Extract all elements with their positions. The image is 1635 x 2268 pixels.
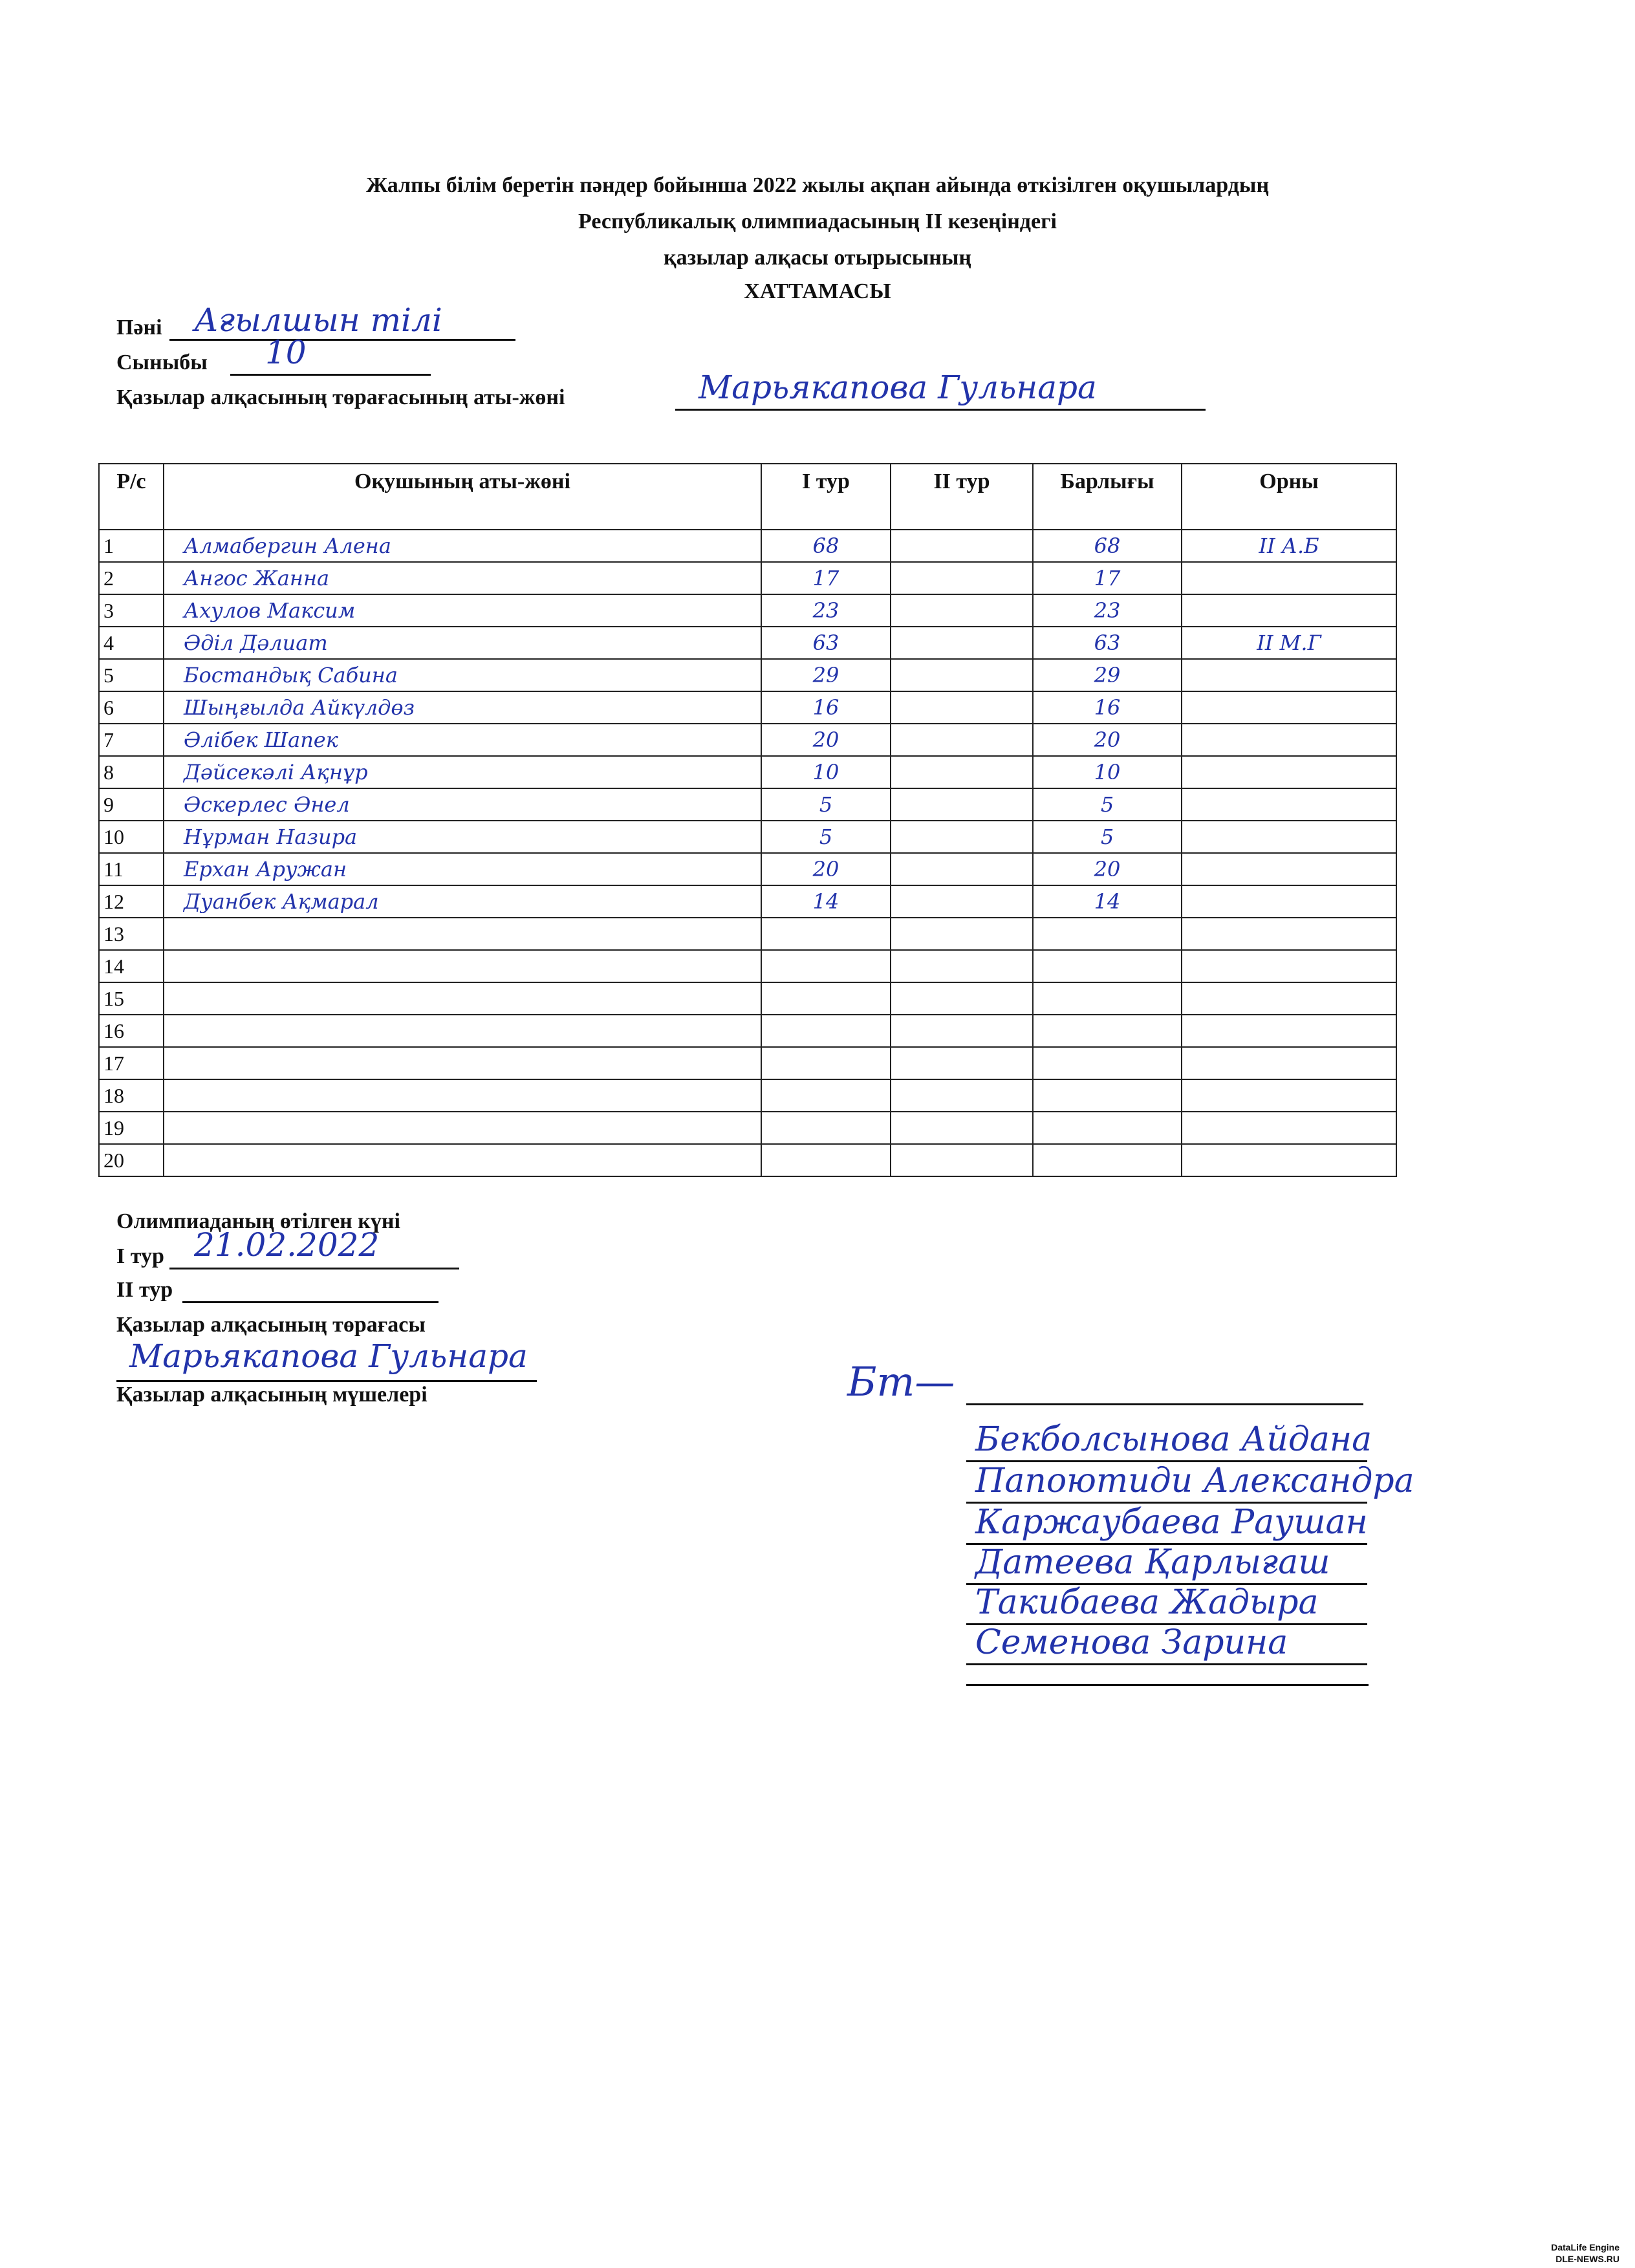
row-number: 7 xyxy=(99,724,164,756)
round-1-score: 17 xyxy=(761,562,891,594)
total-score: 20 xyxy=(1033,724,1182,756)
total-score xyxy=(1033,1112,1182,1144)
row-number: 19 xyxy=(99,1112,164,1144)
total-score: 68 xyxy=(1033,530,1182,562)
round-2-label: ІІ тур xyxy=(116,1278,173,1302)
place xyxy=(1182,594,1396,627)
place xyxy=(1182,659,1396,691)
results-table xyxy=(98,463,1397,1177)
round-2-score xyxy=(891,1015,1033,1047)
round-2-score xyxy=(891,594,1033,627)
row-number: 5 xyxy=(99,659,164,691)
round-2-score xyxy=(891,918,1033,950)
row-number: 2 xyxy=(99,562,164,594)
round-1-score: 5 xyxy=(761,788,891,821)
round-2-score xyxy=(891,853,1033,885)
student-name: Әділ Дәлиат xyxy=(164,627,761,659)
doc-title-main: ХАТТАМАСЫ xyxy=(744,279,891,303)
student-name: Ангос Жанна xyxy=(164,562,761,594)
subject-label: Пәні xyxy=(116,316,162,340)
total-score xyxy=(1033,918,1182,950)
table-row xyxy=(99,691,1396,724)
student-name xyxy=(164,1144,761,1176)
place xyxy=(1182,562,1396,594)
total-score xyxy=(1033,1047,1182,1079)
round-2-score xyxy=(891,885,1033,918)
member-underline xyxy=(966,1663,1367,1665)
total-score xyxy=(1033,1079,1182,1112)
total-score: 63 xyxy=(1033,627,1182,659)
round-2-score xyxy=(891,1047,1033,1079)
footer-line-2: DLE-NEWS.RU xyxy=(1555,2254,1619,2265)
student-name xyxy=(164,1112,761,1144)
row-number: 4 xyxy=(99,627,164,659)
student-name: Әскерлес Әнел xyxy=(164,788,761,821)
round-1-score xyxy=(761,1144,891,1176)
student-name xyxy=(164,950,761,982)
member-underline xyxy=(966,1583,1367,1585)
place xyxy=(1182,821,1396,853)
col-header-place: Орны xyxy=(1182,464,1396,530)
total-score xyxy=(1033,982,1182,1015)
place xyxy=(1182,950,1396,982)
total-score: 5 xyxy=(1033,821,1182,853)
round-1-score: 10 xyxy=(761,756,891,788)
member-signature-mark: Бт— xyxy=(847,1358,955,1405)
doc-title-line-1: Жалпы білім беретін пәндер бойынша 2022 жылы ақпан айында өткізілген оқушылардың xyxy=(365,173,1270,197)
col-header-total: Барлығы xyxy=(1033,464,1182,530)
row-number: 3 xyxy=(99,594,164,627)
member-underline-bottom xyxy=(966,1684,1369,1686)
member-underline xyxy=(966,1502,1367,1504)
round-1-date: 21.02.2022 xyxy=(194,1226,380,1264)
table-row xyxy=(99,724,1396,756)
member-name: Бекболсынова Айдана xyxy=(975,1420,1372,1459)
date-label: Олимпиаданың өтілген күні xyxy=(116,1209,400,1233)
round-2-score xyxy=(891,950,1033,982)
student-name: Дуанбек Ақмарал xyxy=(164,885,761,918)
total-score: 17 xyxy=(1033,562,1182,594)
round-1-score: 23 xyxy=(761,594,891,627)
table-row xyxy=(99,1015,1396,1047)
student-name: Нұрман Назира xyxy=(164,821,761,853)
chair-name-value: Марьякапова Гульнара xyxy=(698,369,1097,406)
place xyxy=(1182,788,1396,821)
chair-signature-name: Марьякапова Гульнара xyxy=(129,1337,528,1375)
place: ІІ М.Г xyxy=(1182,627,1396,659)
col-header-student-name: Оқушының аты-жөні xyxy=(164,464,761,530)
round-2-score xyxy=(891,1112,1033,1144)
row-number: 18 xyxy=(99,1079,164,1112)
member-underline xyxy=(966,1460,1367,1462)
place xyxy=(1182,1015,1396,1047)
row-number: 9 xyxy=(99,788,164,821)
member-name: Каржаубаева Раушан xyxy=(975,1503,1368,1542)
place xyxy=(1182,853,1396,885)
student-name xyxy=(164,982,761,1015)
student-name xyxy=(164,918,761,950)
row-number: 15 xyxy=(99,982,164,1015)
chair-label: Қазылар алқасының төрағасы xyxy=(116,1313,426,1337)
col-header-round-1: І тур xyxy=(761,464,891,530)
round-2-score xyxy=(891,530,1033,562)
table-row xyxy=(99,918,1396,950)
chair-name-label: Қазылар алқасының төрағасының аты-жөні xyxy=(116,385,565,409)
total-score: 14 xyxy=(1033,885,1182,918)
footer-line-1: DataLife Engine xyxy=(1551,2242,1619,2252)
round-1-underline xyxy=(169,1268,459,1269)
place xyxy=(1182,724,1396,756)
member-underline xyxy=(966,1623,1367,1625)
doc-title-line-3: қазылар алқасы отырысының xyxy=(664,246,971,270)
round-1-score: 14 xyxy=(761,885,891,918)
round-1-score xyxy=(761,982,891,1015)
round-1-score: 20 xyxy=(761,853,891,885)
table-row xyxy=(99,1144,1396,1176)
total-score: 5 xyxy=(1033,788,1182,821)
subject-underline xyxy=(169,339,515,341)
round-2-score xyxy=(891,1144,1033,1176)
round-2-score xyxy=(891,691,1033,724)
row-number: 13 xyxy=(99,918,164,950)
round-1-score: 63 xyxy=(761,627,891,659)
row-number: 1 xyxy=(99,530,164,562)
row-number: 12 xyxy=(99,885,164,918)
round-1-score xyxy=(761,1112,891,1144)
round-2-score xyxy=(891,756,1033,788)
round-2-score xyxy=(891,562,1033,594)
round-2-score xyxy=(891,821,1033,853)
student-name: Бостандық Сабина xyxy=(164,659,761,691)
grade-underline xyxy=(230,374,431,376)
grade-value: 10 xyxy=(265,334,307,371)
table-row xyxy=(99,530,1396,562)
round-1-score xyxy=(761,918,891,950)
student-name xyxy=(164,1047,761,1079)
total-score: 16 xyxy=(1033,691,1182,724)
row-number: 8 xyxy=(99,756,164,788)
round-1-score xyxy=(761,950,891,982)
total-score: 20 xyxy=(1033,853,1182,885)
student-name: Дәйсекәлі Ақнұр xyxy=(164,756,761,788)
total-score xyxy=(1033,1144,1182,1176)
place xyxy=(1182,1112,1396,1144)
place xyxy=(1182,982,1396,1015)
table-row xyxy=(99,562,1396,594)
chair-name-underline xyxy=(675,409,1206,411)
total-score: 10 xyxy=(1033,756,1182,788)
grade-label: Сыныбы xyxy=(116,351,208,374)
place xyxy=(1182,1047,1396,1079)
member-name: Семенова Зарина xyxy=(975,1623,1288,1662)
table-row xyxy=(99,853,1396,885)
place xyxy=(1182,691,1396,724)
place xyxy=(1182,885,1396,918)
subject-value: Ағылшын тілі xyxy=(194,301,442,339)
col-header-number: Р/с xyxy=(99,464,164,530)
student-name: Шыңғылда Айкүлдөз xyxy=(164,691,761,724)
place xyxy=(1182,1079,1396,1112)
table-row xyxy=(99,788,1396,821)
total-score xyxy=(1033,1015,1182,1047)
table-row xyxy=(99,756,1396,788)
total-score xyxy=(1033,950,1182,982)
row-number: 10 xyxy=(99,821,164,853)
round-2-score xyxy=(891,982,1033,1015)
round-2-score xyxy=(891,788,1033,821)
student-name: Алмабергин Алена xyxy=(164,530,761,562)
round-1-label: І тур xyxy=(116,1244,164,1268)
round-2-score xyxy=(891,724,1033,756)
row-number: 11 xyxy=(99,853,164,885)
table-row xyxy=(99,659,1396,691)
table-row xyxy=(99,821,1396,853)
member-name: Папоютиди Александра xyxy=(975,1462,1414,1500)
table-row xyxy=(99,950,1396,982)
members-label: Қазылар алқасының мүшелері xyxy=(116,1383,428,1407)
round-1-score: 5 xyxy=(761,821,891,853)
footer-watermark xyxy=(1551,2241,1619,2265)
table-row xyxy=(99,982,1396,1015)
place xyxy=(1182,918,1396,950)
table-row xyxy=(99,594,1396,627)
student-name xyxy=(164,1079,761,1112)
student-name: Ерхан Аружан xyxy=(164,853,761,885)
table-row xyxy=(99,1112,1396,1144)
place: ІІ А.Б xyxy=(1182,530,1396,562)
row-number: 17 xyxy=(99,1047,164,1079)
row-number: 16 xyxy=(99,1015,164,1047)
round-2-score xyxy=(891,627,1033,659)
doc-title-line-2: Республикалық олимпиадасының ІІ кезеңіндегі xyxy=(578,210,1057,233)
total-score: 29 xyxy=(1033,659,1182,691)
member-name: Датеева Қарлығаш xyxy=(975,1543,1330,1582)
round-1-score xyxy=(761,1047,891,1079)
round-2-underline xyxy=(182,1301,439,1303)
place xyxy=(1182,756,1396,788)
table-header-row xyxy=(99,464,1396,530)
table-row xyxy=(99,1079,1396,1112)
student-name: Ахулов Максим xyxy=(164,594,761,627)
table-row xyxy=(99,627,1396,659)
table-row xyxy=(99,1047,1396,1079)
round-1-score xyxy=(761,1015,891,1047)
member-name: Такибаева Жадыра xyxy=(975,1583,1319,1622)
student-name: Әлібек Шапек xyxy=(164,724,761,756)
round-1-score: 68 xyxy=(761,530,891,562)
col-header-round-2: ІІ тур xyxy=(891,464,1033,530)
row-number: 14 xyxy=(99,950,164,982)
member-underline-top xyxy=(966,1403,1363,1405)
round-1-score: 29 xyxy=(761,659,891,691)
table-row xyxy=(99,885,1396,918)
total-score: 23 xyxy=(1033,594,1182,627)
row-number: 6 xyxy=(99,691,164,724)
chair-signature-underline xyxy=(116,1380,537,1382)
student-name xyxy=(164,1015,761,1047)
member-underline xyxy=(966,1543,1367,1545)
place xyxy=(1182,1144,1396,1176)
round-2-score xyxy=(891,1079,1033,1112)
round-1-score: 16 xyxy=(761,691,891,724)
row-number: 20 xyxy=(99,1144,164,1176)
round-2-score xyxy=(891,659,1033,691)
round-1-score xyxy=(761,1079,891,1112)
round-1-score: 20 xyxy=(761,724,891,756)
